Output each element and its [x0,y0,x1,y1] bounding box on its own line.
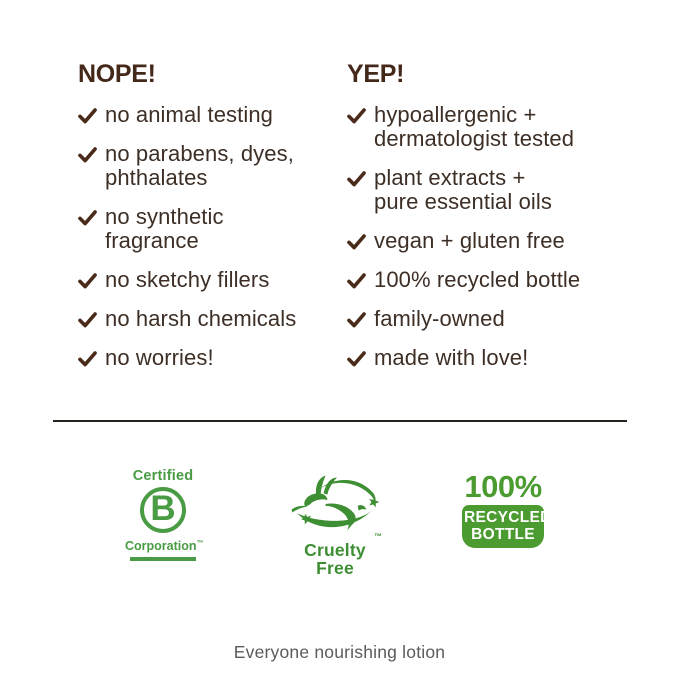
check-item-text [105,142,294,190]
bunny-trademark: ™ [374,532,382,541]
check-item-line: hypoallergenic + [374,102,537,127]
cruelty-free-label: Cruelty Free [304,540,366,578]
b-corporation-circle-icon [140,487,186,533]
bcorp-corporation-text: Corporation [125,539,197,554]
check-item-line: dermatologist tested [374,126,575,151]
recycled-line1: RECYCLED [464,509,552,526]
checkmark-icon [347,171,366,187]
check-item-line: 100% recycled bottle [374,267,581,292]
check-item-line: no synthetic [105,204,224,229]
certified-b-corporation-badge [125,468,204,561]
check-item-text [374,307,505,331]
checkmark-icon [78,312,97,328]
check-item [78,346,333,370]
checkmark-icon [78,273,97,289]
product-caption: Everyone nourishing lotion [233,642,446,662]
check-item-text [105,346,214,370]
check-item-line: family-owned [374,306,505,331]
recycled-line2: BOTTLE [471,526,535,543]
check-item [347,229,637,253]
check-item-text [374,229,565,253]
recycled-percent-label: 100% [464,469,542,504]
checkmark-icon [347,234,366,250]
check-item-text [374,346,528,370]
yep-list [347,103,637,370]
check-item-text [374,166,552,214]
bcorp-corporation-label [125,537,204,554]
check-item [78,103,333,127]
check-item-text [105,205,224,253]
bcorp-trademark: ™ [196,540,204,547]
divider-line [53,420,627,422]
check-item-line: plant extracts + [374,165,526,190]
bcorp-underline-bar [130,557,196,561]
check-item [347,307,637,331]
check-item-line: no parabens, dyes, [105,141,294,166]
check-item [78,205,333,253]
check-item [347,268,637,292]
check-item-line: made with love! [374,345,529,370]
check-item-text [374,268,580,292]
check-item-line: fragrance [105,228,199,253]
yep-column [347,60,637,385]
checkmark-icon [78,147,97,163]
checkmark-icon [78,210,97,226]
check-item-text [105,103,273,127]
checkmark-icon [347,273,366,289]
check-item-text [105,307,296,331]
check-item [78,268,333,292]
checkmark-icon [78,108,97,124]
nope-title: NOPE! [78,60,156,88]
check-item [347,346,637,370]
check-item-line: no harsh chemicals [105,306,297,331]
check-item-line: vegan + gluten free [374,228,565,253]
check-item-line: phthalates [105,165,208,190]
check-item-text [105,268,269,292]
check-item [78,307,333,331]
check-item [347,166,637,214]
check-item-line: no animal testing [105,102,274,127]
recycled-bottle-badge [462,469,552,548]
check-item-line: no sketchy fillers [105,267,270,292]
recycled-bottle-box [462,505,552,548]
checkmark-icon [347,108,366,124]
check-item-line: no worries! [105,345,214,370]
check-item [78,142,333,190]
nope-column [78,60,333,385]
checkmark-icon [78,351,97,367]
nope-list [78,103,333,370]
checkmark-icon [347,312,366,328]
yep-title: YEP! [347,60,405,88]
check-item-line: pure essential oils [374,189,552,214]
cruelty-free-badge [285,468,385,577]
bcorp-certified-label: Certified [132,468,194,484]
bcorp-letter: B [150,489,176,528]
check-item [347,103,637,151]
leaping-bunny-icon [287,468,383,538]
checkmark-icon [347,351,366,367]
check-item-text [374,103,574,151]
